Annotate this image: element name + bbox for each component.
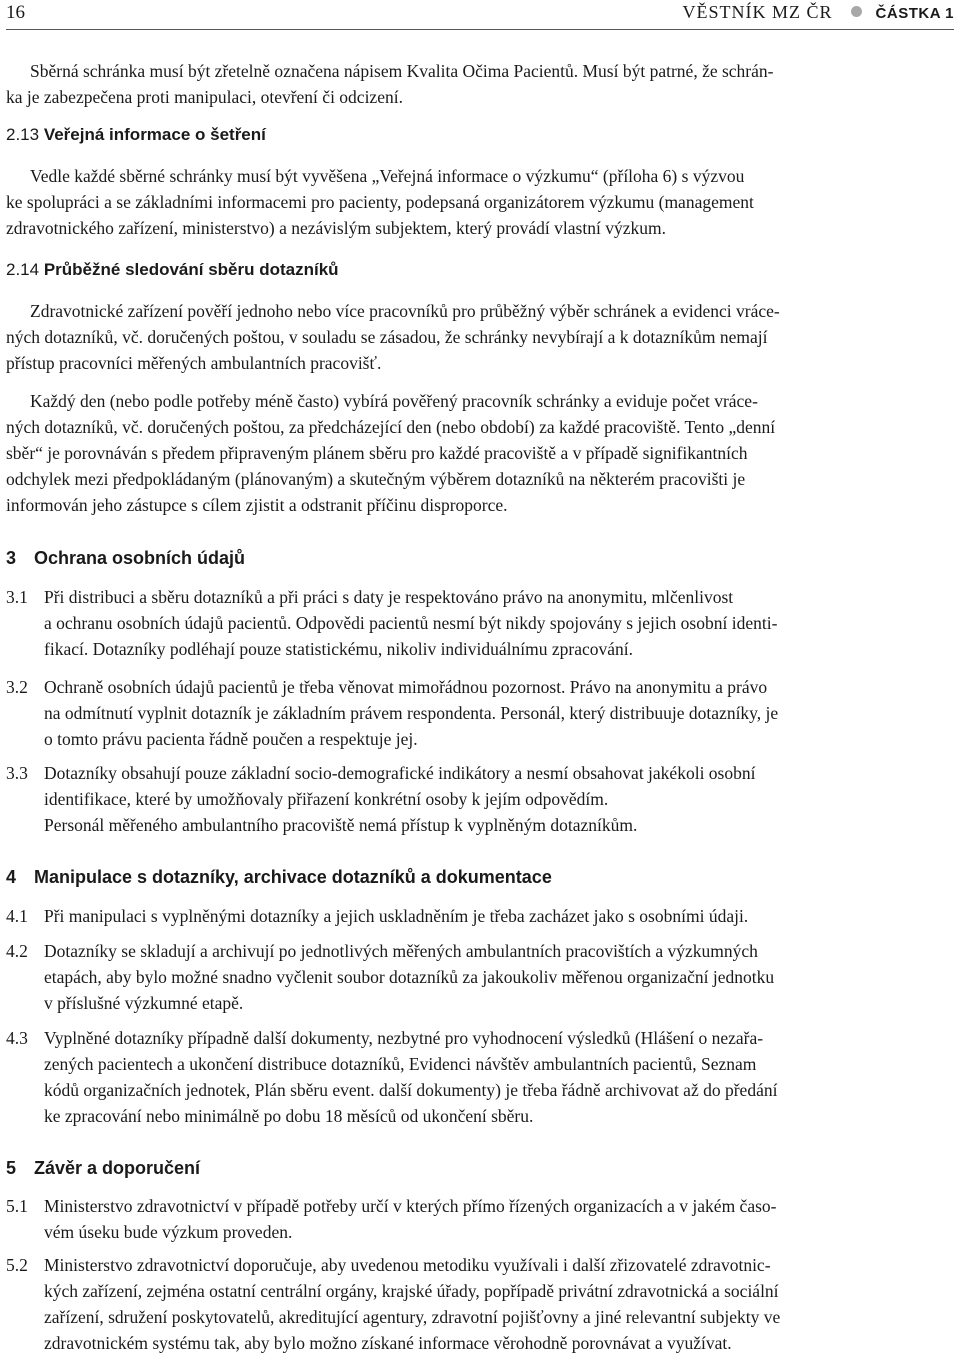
item-line: kódů organizačních jednotek, Plán sběru event. další dokumenty) je třeba řádně archivovat až do předání: [44, 1080, 778, 1100]
item-line: na odmítnutí vyplnit dotazník je základním právem respondenta. Personál, který distribuuje dotazníky, je: [44, 703, 779, 723]
item-line: ke zpracování nebo minimálně po dobu 18 měsíců od ukončení sběru.: [44, 1106, 534, 1126]
running-header: [6, 0, 954, 26]
item-line: Personál měřeného ambulantního pracoviště nemá přístup k vyplněným dotazníkům.: [44, 815, 638, 835]
item-line: zených pacientech a ukončení distribuce dotazníků, Evidenci návštěv ambulantních pacientů, Seznam: [44, 1054, 757, 1074]
item-number: 3.1: [6, 587, 28, 607]
bullet-dot-icon: [851, 6, 862, 17]
item-line: identifikace, které by umožňovaly přiřazení konkrétní osoby k jejím odpovědím.: [44, 789, 609, 809]
item-line: Ochraně osobních údajů pacientů je třeba věnovat mimořádnou pozornost. Právo na anonymitu a právo: [44, 677, 768, 697]
section-heading-2-14: [6, 258, 339, 282]
paragraph-line: Každý den (nebo podle potřeby méně často) vybírá pověřený pracovník schránky a eviduje počet vráce-: [30, 391, 758, 411]
item-line: Ministerstvo zdravotnictví v případě potřeby určí v kterých přímo řízených organizacích a v jakém časo-: [44, 1196, 777, 1216]
section-heading-4: [6, 865, 552, 889]
header-right: [683, 2, 954, 23]
paragraph-line: zdravotnického zařízení, ministerstvo) a nezávislým subjektem, který provádí vlastní výzkum.: [6, 218, 666, 238]
section-heading-2-13: [6, 123, 266, 147]
item-line: Při distribuci a sběru dotazníků a při práci s daty je respektováno právo na anonymitu, mlčenlivost: [44, 587, 734, 607]
item-line: v příslušné výzkumné etapě.: [44, 993, 244, 1013]
item-line: vém úseku bude výzkum proveden.: [44, 1222, 293, 1242]
issue-part: ČÁSTKA 1: [875, 5, 954, 22]
item-number: 3.2: [6, 677, 28, 697]
section-title: Průběžné sledování sběru dotazníků: [43, 260, 339, 279]
paragraph-line: ke spolupráci a se základními informacemi pro pacienty, podepsaná organizátorem výzkumu (management: [6, 192, 754, 212]
paragraph-line: ných dotazníků, vč. doručených poštou, v souladu se zásadou, že schránky nevybírají a k dotazníkům nemají: [6, 327, 768, 347]
item-line: zařízení, sdružení poskytovatelů, akreditující agentury, zdravotní pojišťovny a jiné relevantní subjekty ve: [44, 1307, 781, 1327]
page-number: 16: [6, 2, 25, 23]
intro-line: ka je zabezpečena proti manipulaci, otevření či odcizení.: [6, 87, 403, 107]
item-number: 4.2: [6, 941, 28, 961]
paragraph-line: informován jeho zástupce s cílem zjistit a odstranit příčinu disproporce.: [6, 495, 508, 515]
item-line: Při manipulaci s vyplněnými dotazníky a jejich uskladněním je třeba zacházet jako s osobními údaji.: [44, 906, 749, 926]
item-line: zdravotnickém systému tak, aby bylo možno získané informace věrohodně porovnávat a využívat.: [44, 1333, 732, 1353]
section-title: Veřejná informace o šetření: [43, 125, 266, 144]
section-number: 2.14: [6, 260, 40, 279]
item-line: Ministerstvo zdravotnictví doporučuje, aby uvedenou metodiku využívali i další zřizovatelé zdravotnic-: [44, 1255, 771, 1275]
item-line: Dotazníky obsahují pouze základní socio-demografické indikátory a nesmí obsahovat jakékoli osobní: [44, 763, 756, 783]
paragraph-line: ných dotazníků, vč. doručených poštou, za předcházející den (nebo období) za každé pracoviště. Tento „denní: [6, 417, 776, 437]
item-line: Dotazníky se skladují a archivují po jednotlivých měřených ambulantních pracovištích a výzkumných: [44, 941, 758, 961]
section-number: 4: [6, 867, 17, 887]
item-number: 5.2: [6, 1255, 28, 1275]
header-divider: [6, 29, 954, 30]
item-number: 5.1: [6, 1196, 28, 1216]
item-number: 3.3: [6, 763, 28, 783]
item-line: etapách, aby bylo možné snadno vyčlenit soubor dotazníků za jakoukoliv měřenou organizační jednotku: [44, 967, 775, 987]
paragraph-line: Vedle každé sběrné schránky musí být vyvěšena „Veřejná informace o výzkumu“ (příloha 6) s výzvou: [30, 166, 745, 186]
paragraph-line: Zdravotnické zařízení pověří jednoho nebo více pracovníků pro průběžný výběr schránek a evidenci vráce-: [30, 301, 780, 321]
item-line: fikací. Dotazníky podléhají pouze statistickému, nikoliv individuálnímu zpracování.: [44, 639, 634, 659]
item-number: 4.1: [6, 906, 28, 926]
section-number: 2.13: [6, 125, 40, 144]
paragraph-line: sběr“ je porovnáván s předem připraveným plánem sběru pro každé pracoviště a v případě signifikantních: [6, 443, 748, 463]
section-title: Závěr a doporučení: [34, 1158, 201, 1178]
journal-title: VĚSTNÍK MZ ČR: [682, 2, 833, 22]
item-line: Vyplněné dotazníky případně další dokumenty, nezbytné pro vyhodnocení výsledků (Hlášení o nezařa-: [44, 1028, 764, 1048]
section-title: Ochrana osobních údajů: [34, 548, 246, 568]
item-line: kých zařízení, zejména ostatní centrální orgány, krajské úřady, popřípadě privátní zdravotnická a sociální: [44, 1281, 779, 1301]
intro-line: Sběrná schránka musí být zřetelně označena nápisem Kvalita Očima Pacientů. Musí být patrné, že schrán-: [30, 61, 774, 81]
paragraph-line: odchylek mezi předpokládaným (plánovaným) a skutečným výběrem dotazníků na některém pracovišti je: [6, 469, 746, 489]
paragraph-line: přístup pracovníci měřených ambulantních pracovišť.: [6, 353, 382, 373]
section-number: 5: [6, 1158, 17, 1178]
section-title: Manipulace s dotazníky, archivace dotazníků a dokumentace: [34, 867, 552, 887]
item-line: o tomto právu pacienta řádně poučen a respektuje jej.: [44, 729, 418, 749]
item-line: a ochranu osobních údajů pacientů. Odpovědi pacientů nesmí být nikdy spojovány s jejich osobní identi-: [44, 613, 778, 633]
section-heading-3: [6, 546, 245, 570]
section-heading-5: [6, 1156, 200, 1180]
section-number: 3: [6, 548, 17, 568]
item-number: 4.3: [6, 1028, 28, 1048]
